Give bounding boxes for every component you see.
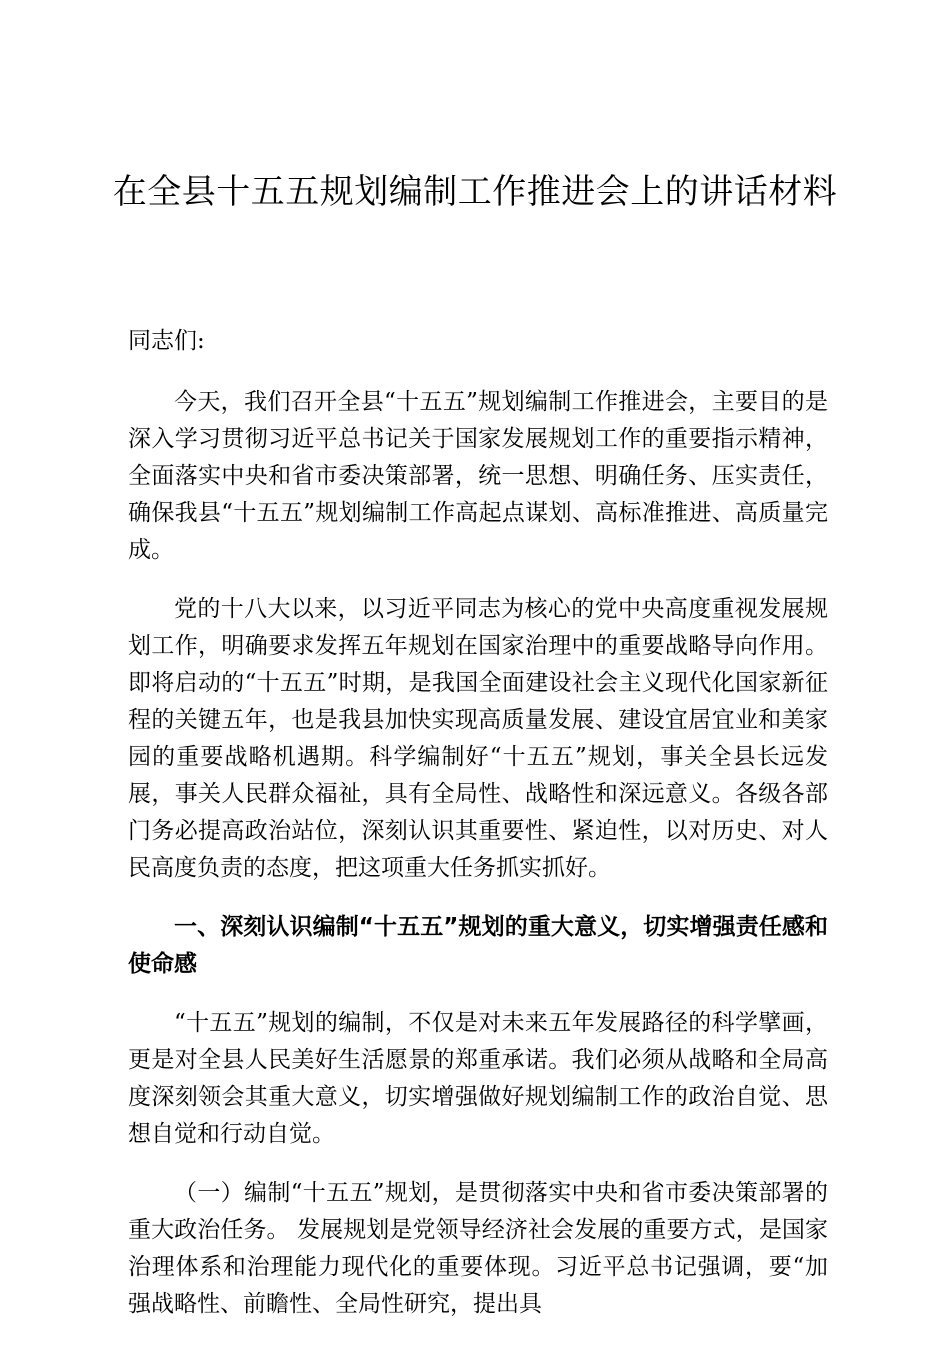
document-title: 在全县十五五规划编制工作推进会上的讲话材料: [112, 172, 838, 212]
document-body: [128, 323, 828, 1345]
section1-paragraph-2: （一）编制“十五五”规划，是贯彻落实中央和省市委决策部署的重大政治任务。 发展规划是党领导经济社会发展的重要方式，是国家治理体系和治理能力现代化的重要体现。习近平总书记强调，要“加强战略性、前瞻性、全局性研究，提出具: [128, 1180, 828, 1317]
salutation: 同志们:: [128, 328, 205, 354]
section1-paragraph-1: “十五五”规划的编制，不仅是对未来五年发展路径的科学擘画，更是对全县人民美好生活愿景的郑重承诺。我们必须从战略和全局高度深刻领会其重大意义，切实增强做好规划编制工作的政治自觉、思想自觉和行动自觉。: [128, 1010, 828, 1147]
intro-paragraph-1: 今天，我们召开全县“十五五”规划编制工作推进会，主要目的是深入学习贯彻习近平总书记关于国家发展规划工作的重要指示精神，全面落实中央和省市委决策部署，统一思想、明确任务、压实责任，确保我县“十五五”规划编制工作高起点谋划、高标准推进、高质量完成。: [128, 389, 828, 563]
section-heading-1: 一、深刻认识编制“十五五”规划的重大意义，切实增强责任感和使命感: [128, 914, 828, 977]
intro-paragraph-2: 党的十八大以来，以习近平同志为核心的党中央高度重视发展规划工作，明确要求发挥五年规划在国家治理中的重要战略导向作用。即将启动的“十五五”时期，是我国全面建设社会主义现代化国家新征程的关键五年，也是我县加快实现高质量发展、建设宜居宜业和美家园的重要战略机遇期。科学编制好“十五五”规划，事关全县长远发展，事关人民群众福祉，具有全局性、战略性和深远意义。各级各部门务必提高政治站位，深刻认识其重要性、紧迫性，以对历史、对人民高度负责的态度，把这项重大任务抓实抓好。: [128, 596, 828, 881]
